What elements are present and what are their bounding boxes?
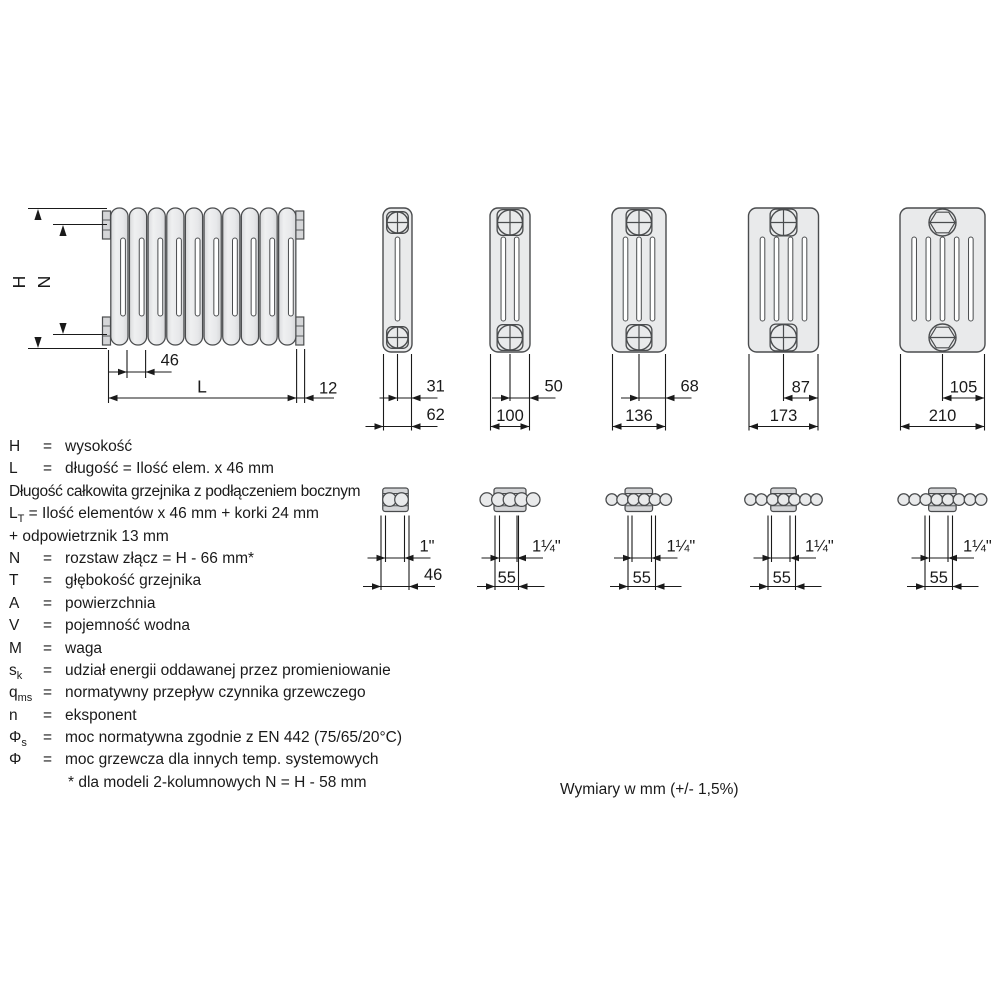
element-slot	[177, 238, 182, 316]
legend-description: waga	[65, 639, 103, 657]
tube-circle	[811, 494, 823, 506]
connector-cap	[103, 317, 111, 345]
section-slot	[760, 237, 765, 321]
tube-circle	[975, 494, 987, 506]
section-slot	[774, 237, 779, 321]
legend-symbol: H	[9, 438, 21, 455]
tube-circle	[756, 494, 768, 506]
dimension-label: 1"	[419, 537, 435, 556]
front-view-radiator	[103, 208, 304, 345]
tube-circle	[778, 494, 790, 506]
section-slot	[954, 237, 959, 321]
dimension-label: 50	[544, 377, 563, 396]
dimension-label: 12	[319, 379, 338, 398]
legend-symbol: $\Phi_s$	[9, 729, 27, 750]
tube-circle	[606, 494, 618, 506]
tube-circle	[638, 494, 650, 506]
legend-row-A-7	[9, 593, 489, 615]
legend-description: pojemność wodna	[65, 617, 190, 635]
legend-equals: =	[43, 639, 53, 657]
section-slot	[912, 237, 917, 321]
legend-symbol: $q_{ms}$	[9, 684, 33, 705]
dimension-label: 87	[791, 378, 810, 397]
legend-symbol: M	[9, 639, 22, 657]
section-slot	[969, 237, 974, 321]
legend-equals: =	[43, 661, 53, 679]
dimension-label: 100	[496, 407, 524, 425]
dimension-label: H	[9, 275, 29, 289]
dimensions-note: Wymiary w mm (+/- 1,5%)	[560, 781, 739, 798]
dimension-label: 173	[769, 407, 798, 425]
legend-row-V-8	[9, 615, 489, 637]
section-slot	[650, 237, 655, 321]
legend-symbol: $s_k$	[9, 661, 23, 682]
section-slot	[940, 237, 945, 321]
top-view-4-column	[606, 488, 695, 590]
legend-text: $L_T$ = Ilość elementów x 46 mm + korki 24 mm	[9, 505, 319, 526]
dimension-label: 62	[426, 406, 445, 424]
dimension-label: 210	[928, 407, 957, 425]
tube-circle	[920, 494, 932, 506]
dimension-label: 105	[949, 378, 978, 397]
legend-row-M-9	[9, 638, 489, 660]
legend-text: + odpowietrznik 13 mm	[9, 527, 169, 545]
section-slot	[637, 237, 642, 321]
element-slot	[288, 238, 293, 316]
element-slot	[158, 238, 163, 316]
top-view-5-column	[745, 488, 834, 590]
top-view-6-column	[898, 488, 992, 590]
tube-circle	[931, 494, 943, 506]
tube-circle	[628, 494, 640, 506]
legend-symbol: L	[9, 460, 18, 478]
cross-section-3-column	[490, 208, 563, 431]
legend-description: powierzchnia	[65, 594, 156, 612]
legend-equals: =	[43, 706, 53, 724]
legend-row-L-1	[9, 458, 489, 480]
dimension-label: 55	[632, 569, 651, 587]
legend-equals: =	[43, 594, 53, 612]
tube-circle	[660, 494, 672, 506]
legend-text: Długość całkowita grzejnika z podłączeniem bocznym	[9, 482, 361, 500]
tube-circle	[745, 494, 757, 506]
cross-section-4-column	[612, 208, 699, 431]
legend-equals: =	[43, 684, 53, 702]
dimension-label: 68	[680, 377, 699, 396]
legend-row-s-10	[9, 660, 489, 682]
tube-circle	[526, 493, 540, 507]
connector-cap	[296, 211, 304, 239]
section-slot	[514, 237, 519, 321]
legend-footmark: * dla modeli 2-kolumnowych N = H - 58 mm	[68, 773, 367, 791]
section-slot	[395, 237, 400, 321]
legend-equals: =	[43, 751, 53, 769]
legend-description: moc normatywna zgodnie z EN 442 (75/65/20°C)	[65, 729, 403, 747]
legend-equals: =	[43, 438, 53, 455]
element-slot	[251, 238, 256, 316]
dimension-label: 55	[497, 569, 516, 587]
legend-description: długość = Ilość elem. x 46 mm	[65, 460, 274, 478]
dimension-label: 136	[625, 407, 653, 425]
legend-symbol: T	[9, 572, 19, 590]
legend-symbol: A	[9, 594, 20, 612]
tube-circle	[617, 494, 629, 506]
legend-description: rozstaw złącz = H - 66 mm*	[65, 549, 255, 567]
element-slot	[139, 238, 144, 316]
legend-row-plain-4	[9, 526, 489, 548]
dimension-label: N	[34, 275, 54, 289]
legend-equals: =	[43, 572, 53, 590]
cross-section-6-column	[900, 208, 985, 431]
dimension-label: L	[197, 376, 207, 397]
dimension-label: 31	[426, 377, 445, 396]
element-slot	[214, 238, 219, 316]
legend-row-q-11	[9, 682, 489, 704]
legend-description: wysokość	[65, 438, 133, 455]
tube-circle	[649, 494, 661, 506]
legend-row-plain-2	[9, 481, 489, 503]
tube-circle	[767, 494, 779, 506]
legend-equals: =	[43, 460, 53, 478]
cross-section-5-column	[749, 208, 819, 431]
section-slot	[802, 237, 807, 321]
tube-circle	[898, 494, 910, 506]
legend-description: moc grzewcza dla innych temp. systemowych	[65, 751, 379, 769]
connector-cap	[296, 317, 304, 345]
legend-symbol: n	[9, 706, 18, 724]
legend-description: normatywny przepływ czynnika grzewczego	[65, 684, 366, 702]
section-slot	[623, 237, 628, 321]
legend-description: udział energii oddawanej przez promieniowanie	[65, 661, 391, 679]
dimension-label: 1¼"	[666, 537, 696, 556]
legend	[9, 436, 489, 794]
element-slot	[121, 238, 126, 316]
legend-description: głębokość grzejnika	[65, 572, 202, 590]
dimension-label: 55	[772, 569, 791, 587]
legend-symbol: V	[9, 617, 20, 635]
section-slot	[501, 237, 506, 321]
legend-row-L-3	[9, 503, 489, 525]
legend-symbol: N	[9, 549, 21, 567]
tube-circle	[942, 494, 954, 506]
legend-description: eksponent	[65, 706, 137, 724]
dimension-label: 1¼"	[532, 537, 561, 556]
legend-row-n-12	[9, 705, 489, 727]
legend-row-H-0	[9, 436, 489, 458]
tube-circle	[909, 494, 921, 506]
legend-row-note-15	[9, 772, 489, 794]
legend-symbol: Φ	[9, 751, 22, 769]
legend-equals: =	[43, 617, 53, 635]
legend-equals: =	[43, 729, 53, 747]
tube-circle	[953, 494, 965, 506]
dimension-label: 1¼"	[963, 537, 992, 556]
dimension-label: 46	[160, 351, 179, 370]
element-slot	[270, 238, 275, 316]
legend-row-N-5	[9, 548, 489, 570]
element-slot	[233, 238, 238, 316]
top-view-3-column	[477, 488, 561, 590]
tube-circle	[800, 494, 812, 506]
dimension-label: 55	[929, 569, 948, 587]
tube-circle	[789, 494, 801, 506]
legend-row-Φ-13	[9, 727, 489, 749]
section-slot	[788, 237, 793, 321]
cross-section-2-column	[366, 208, 445, 431]
dimension-label: 1¼"	[805, 537, 834, 556]
element-slot	[195, 238, 200, 316]
front-view-dimensions	[109, 349, 338, 403]
height-dimensions	[9, 209, 107, 349]
section-slot	[926, 237, 931, 321]
legend-row-Φ-14	[9, 749, 489, 771]
tube-circle	[964, 494, 976, 506]
legend-equals: =	[43, 549, 53, 567]
dimension-label: 46	[424, 566, 443, 584]
legend-row-T-6	[9, 570, 489, 592]
